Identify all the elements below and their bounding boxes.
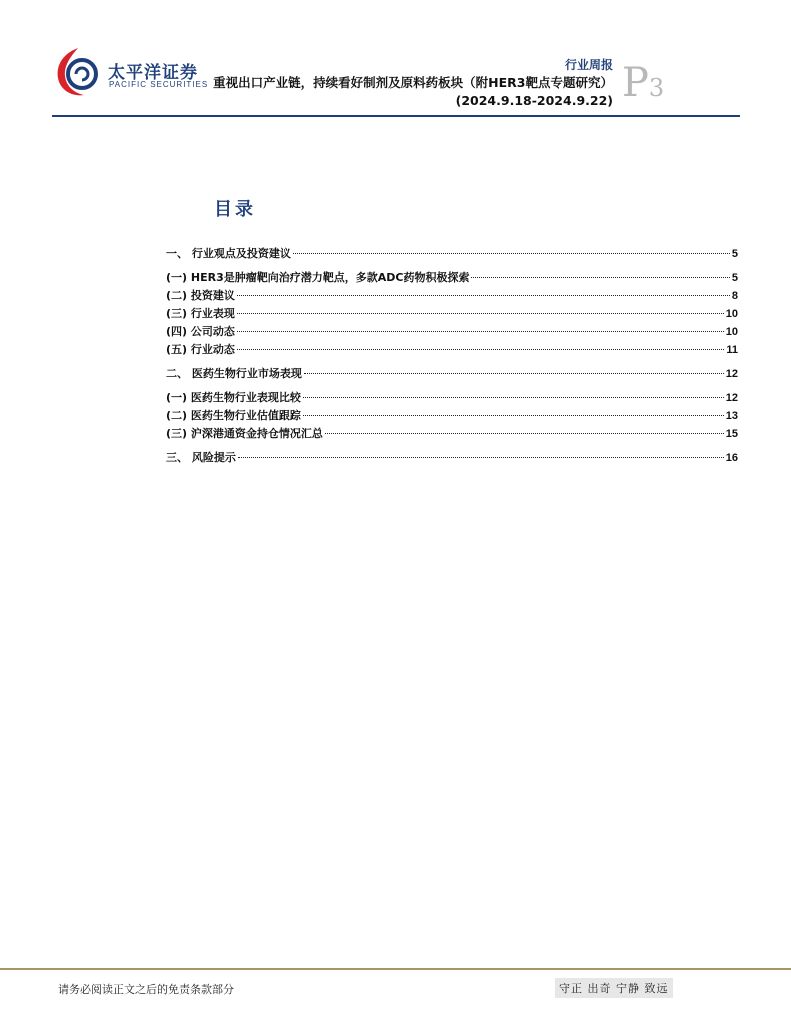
toc-item-label: (二) 投资建议 — [166, 289, 235, 302]
toc-title: 目录 — [214, 199, 256, 220]
toc-leader-dots — [304, 373, 724, 374]
toc-leader-dots — [471, 277, 729, 278]
toc-leader-dots — [303, 415, 724, 416]
toc-item-page: 8 — [731, 290, 738, 302]
table-of-contents — [166, 245, 738, 467]
toc-leader-dots — [293, 253, 730, 254]
report-title: 重视出口产业链，持续看好制剂及原料药板块（附HER3靶点专题研究）(2024.9.18-2024.9.22) — [213, 75, 613, 108]
toc-item-page: 11 — [726, 344, 738, 356]
toc-item-label: 二、 医药生物行业市场表现 — [166, 367, 302, 380]
toc-leader-dots — [325, 433, 724, 434]
logo-english-name: PACIFIC SECURITIES — [109, 80, 209, 89]
toc-item-page: 5 — [731, 248, 738, 260]
toc-item-label: (四) 公司动态 — [166, 325, 235, 338]
toc-item[interactable] — [166, 425, 738, 443]
logo-chinese-name: 太平洋证券 — [108, 63, 198, 83]
page-letter: P — [622, 60, 649, 106]
footer-disclaimer: 请务必阅读正文之后的免责条款部分 — [58, 983, 234, 996]
toc-item-page: 5 — [731, 272, 738, 284]
toc-leader-dots — [237, 331, 724, 332]
toc-item-label: (三) 行业表现 — [166, 307, 235, 320]
toc-item-page: 16 — [725, 452, 738, 464]
company-logo — [52, 44, 212, 104]
toc-leader-dots — [237, 295, 730, 296]
toc-leader-dots — [237, 349, 724, 350]
footer-divider — [0, 968, 791, 970]
toc-item-label: (三) 沪深港通资金持仓情况汇总 — [166, 427, 323, 440]
footer-motto: 守正 出奇 宁静 致远 — [555, 978, 673, 998]
toc-item-page: 10 — [725, 326, 738, 338]
toc-item[interactable] — [166, 341, 738, 359]
toc-item[interactable] — [166, 287, 738, 305]
toc-item-page: 12 — [725, 368, 738, 380]
toc-item-page: 12 — [725, 392, 738, 404]
toc-item-label: 三、 风险提示 — [166, 451, 236, 464]
toc-item[interactable] — [166, 269, 738, 287]
toc-item[interactable] — [166, 245, 738, 263]
page-number: 3 — [648, 74, 665, 102]
toc-item-label: (二) 医药生物行业估值跟踪 — [166, 409, 301, 422]
header-divider — [52, 115, 740, 117]
toc-leader-dots — [237, 313, 724, 314]
toc-item[interactable] — [166, 305, 738, 323]
toc-item[interactable] — [166, 365, 738, 383]
toc-item[interactable] — [166, 323, 738, 341]
toc-item-label: (一) 医药生物行业表现比较 — [166, 391, 301, 404]
toc-item-label: (五) 行业动态 — [166, 343, 235, 356]
toc-item[interactable] — [166, 389, 738, 407]
toc-item-label: (一) HER3是肿瘤靶向治疗潜力靶点，多款ADC药物积极探索 — [166, 271, 470, 284]
toc-item-page: 10 — [725, 308, 738, 320]
toc-item-label: 一、 行业观点及投资建议 — [166, 247, 291, 260]
page-mark — [622, 60, 664, 106]
toc-item-page: 13 — [725, 410, 738, 422]
toc-leader-dots — [303, 397, 724, 398]
toc-leader-dots — [238, 457, 724, 458]
report-type: 行业周报 — [564, 58, 613, 72]
toc-item-page: 15 — [725, 428, 738, 440]
pacific-securities-logo-icon — [52, 44, 104, 100]
toc-item[interactable] — [166, 407, 738, 425]
toc-item[interactable] — [166, 449, 738, 467]
